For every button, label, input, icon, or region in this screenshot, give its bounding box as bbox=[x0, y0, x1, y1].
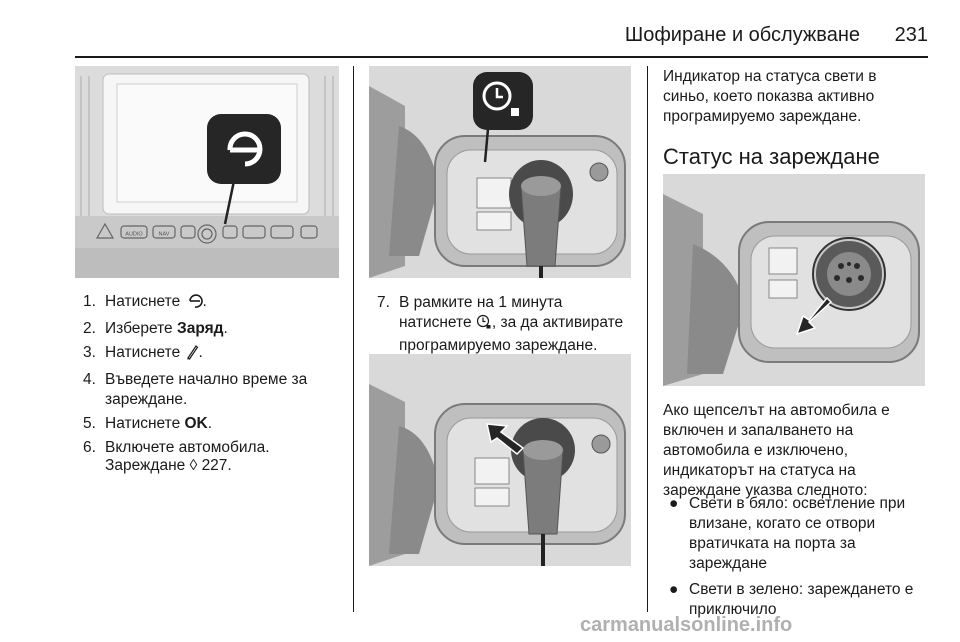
step-4 bbox=[83, 370, 345, 410]
column-divider-right bbox=[647, 66, 648, 612]
step-number: 4. bbox=[83, 371, 96, 388]
step-number: 1. bbox=[83, 293, 96, 310]
status-intro-paragraph: Индикатор на статуса свети в синьо, което показва активно програмируемо зареждане. bbox=[663, 68, 877, 125]
step-punct: . bbox=[207, 415, 213, 432]
pencil-icon bbox=[185, 344, 199, 366]
header-rule bbox=[75, 56, 928, 58]
bullet-dot: ● bbox=[669, 581, 679, 598]
step-7-line2: натиснете bbox=[399, 314, 476, 331]
step-number: 6. bbox=[83, 439, 96, 456]
step-text: Включете автомобила. bbox=[105, 439, 270, 456]
step-text: Натиснете bbox=[105, 415, 185, 432]
step-5 bbox=[83, 414, 345, 434]
step-punct: . bbox=[223, 320, 228, 337]
cross-reference bbox=[105, 456, 345, 476]
section-heading: Статус на зареждане bbox=[663, 144, 880, 169]
step-text: Изберете bbox=[105, 320, 177, 337]
step-punct: . bbox=[198, 344, 203, 361]
step-3 bbox=[83, 343, 345, 366]
reference-text: Зареждане bbox=[105, 457, 186, 474]
step-punct: . bbox=[202, 293, 207, 310]
bullet-dot: ● bbox=[669, 495, 679, 512]
step-text: Натиснете bbox=[105, 344, 185, 361]
page-header-title: Шофиране и обслужване bbox=[624, 24, 860, 46]
step-text: Въведете начално време за зареждане. bbox=[105, 371, 308, 408]
watermark: carmanualsonline.info bbox=[580, 614, 793, 636]
list-item bbox=[663, 494, 925, 574]
figure-infotainment-display bbox=[75, 66, 339, 278]
figure-label-nav: NAV bbox=[158, 231, 170, 238]
left-step-list bbox=[83, 292, 345, 462]
charge-schedule-icon bbox=[185, 293, 203, 315]
step-number: 5. bbox=[83, 415, 96, 432]
step-number: 3. bbox=[83, 344, 96, 361]
bullet-text: Свети в зелено: зареждането е приключило bbox=[689, 581, 914, 618]
figure-label-audio: AUDIO bbox=[125, 231, 143, 238]
step-7-line2-end: , за да активирате bbox=[491, 314, 624, 331]
figure-charge-port-scheduled bbox=[369, 66, 631, 278]
step-number: 7. bbox=[377, 294, 390, 311]
figure-charge-port-button bbox=[369, 354, 631, 566]
column-divider-left bbox=[353, 66, 354, 612]
status-bullet-list bbox=[663, 494, 925, 626]
step-2 bbox=[83, 319, 345, 339]
step-7-line3: програмируемо зареждане. bbox=[399, 337, 598, 354]
step-text: Натиснете bbox=[105, 293, 185, 310]
clock-plug-icon bbox=[476, 314, 492, 336]
reference-page: 227. bbox=[201, 457, 232, 474]
step-bold-term: OK bbox=[184, 415, 208, 432]
status-paragraph: Ако щепселът на автомобила е включен и запалването на автомобила е изключено, индикаторът на статуса на зареждане указва следното: bbox=[663, 402, 890, 499]
step-7-line1: В рамките на 1 минута bbox=[399, 294, 563, 311]
step-bold-term: Заряд bbox=[176, 320, 224, 337]
bullet-text: Свети в бяло: осветление при влизане, когато се отвори вратичката на порта за зареждане bbox=[689, 495, 906, 572]
step-1 bbox=[83, 292, 345, 315]
page-number: 231 bbox=[894, 24, 928, 46]
step-6 bbox=[83, 438, 345, 458]
figure-charge-status-indicator bbox=[663, 174, 925, 386]
step-number: 2. bbox=[83, 320, 96, 337]
reference-arrow-icon: ◊ bbox=[189, 457, 198, 474]
step-7 bbox=[377, 293, 639, 356]
